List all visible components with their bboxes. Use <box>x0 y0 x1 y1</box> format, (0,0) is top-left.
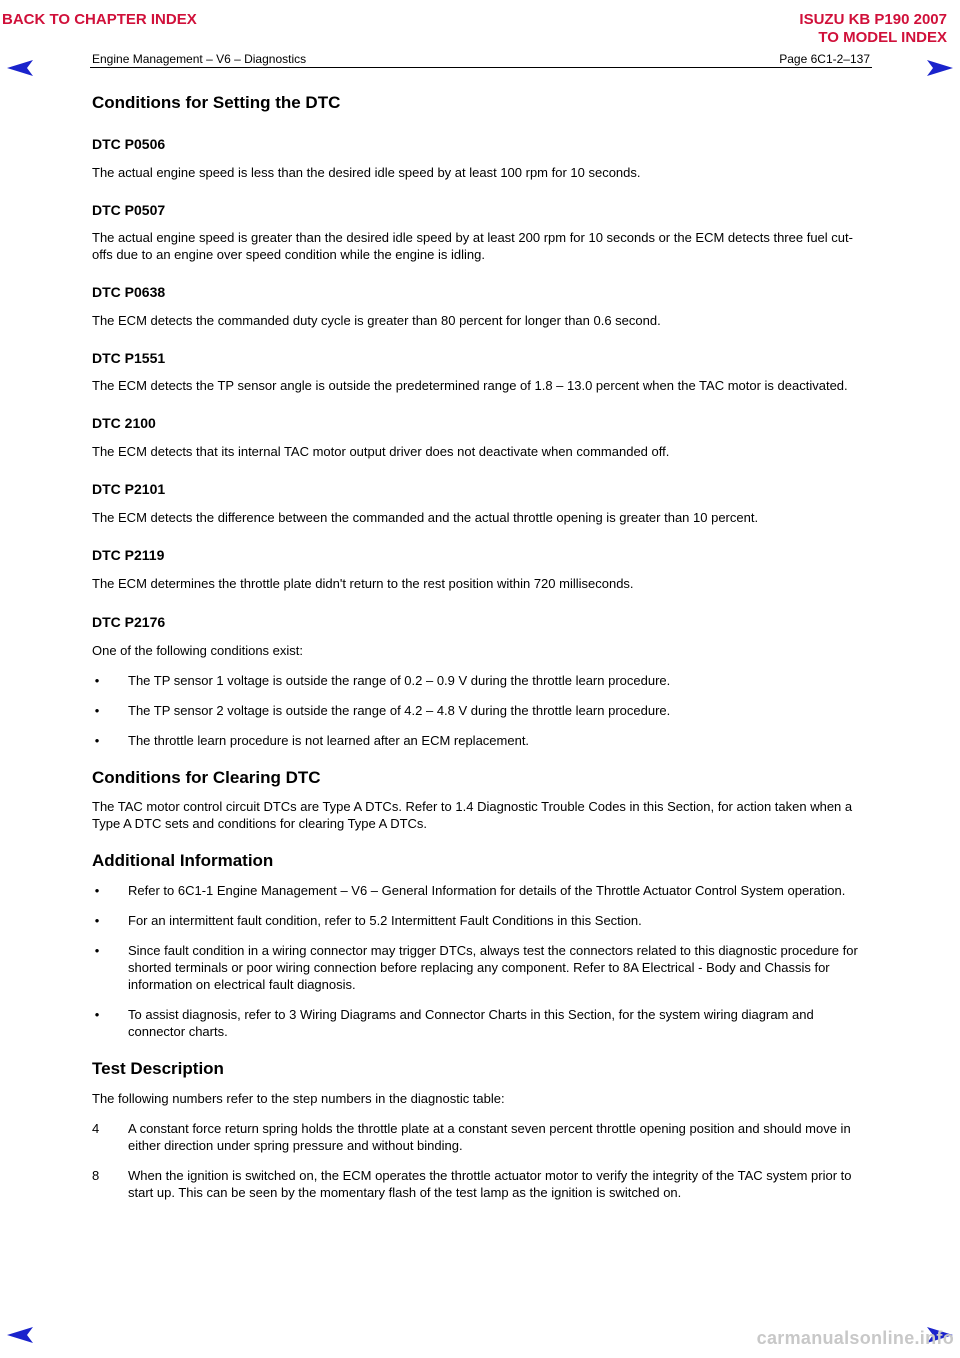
model-title-link[interactable]: ISUZU KB P190 2007 <box>799 11 947 28</box>
list-item-text: The TP sensor 2 voltage is outside the range of 4.2 – 4.8 V during the throttle learn procedure. <box>128 703 671 718</box>
back-to-chapter-index-link[interactable]: BACK TO CHAPTER INDEX <box>2 11 197 28</box>
list-item <box>92 882 872 899</box>
step-text: When the ignition is switched on, the ECM operates the throttle actuator motor to verify the integrity of the TAC system prior to start up. This can be seen by the momentary flash of the test lamp as the ignition is switched on. <box>128 1168 852 1200</box>
dtc-description: The actual engine speed is less than the desired idle speed by at least 100 rpm for 10 seconds. <box>92 165 641 180</box>
previous-page-arrow-icon[interactable] <box>5 57 35 79</box>
bullet-icon: • <box>94 1007 100 1022</box>
dtc-heading: DTC P0507 <box>92 202 166 218</box>
section-heading-setting: Conditions for Setting the DTC <box>92 93 341 112</box>
test-intro: The following numbers refer to the step numbers in the diagnostic table: <box>92 1091 505 1106</box>
bullet-icon: • <box>94 943 100 958</box>
list-item-text: Refer to 6C1-1 Engine Management – V6 – General Information for details of the Throttle Actuator Control System operation. <box>128 883 846 898</box>
dtc-description: One of the following conditions exist: <box>92 643 304 658</box>
list-item-text: To assist diagnosis, refer to 3 Wiring Diagrams and Connector Charts in this Section, for the system wiring diagram and connector charts. <box>128 1007 814 1039</box>
previous-page-arrow-icon[interactable] <box>5 1324 35 1346</box>
list-item-text: For an intermittent fault condition, refer to 5.2 Intermittent Fault Conditions in this Section. <box>128 913 642 928</box>
bullet-icon: • <box>94 673 100 688</box>
list-item-text: The TP sensor 1 voltage is outside the range of 0.2 – 0.9 V during the throttle learn procedure. <box>128 673 671 688</box>
list-item <box>92 702 872 719</box>
step-number: 4 <box>92 1121 100 1136</box>
dtc-heading: DTC P2176 <box>92 614 166 630</box>
list-item-text: The throttle learn procedure is not learned after an ECM replacement. <box>128 733 530 748</box>
list-item-text: Since fault condition in a wiring connector may trigger DTCs, always test the connectors related to this diagnostic procedure for shorted terminals or poor wiring connection before replacing any component. Refer to 8A Electrical - Body and Chassis for information on electrical fault diagnosis. <box>128 943 858 992</box>
watermark: carmanualsonline.info <box>756 1328 954 1348</box>
dtc-description: The ECM determines the throttle plate didn't return to the rest position within 720 milliseconds. <box>92 576 634 591</box>
section-heading-clearing: Conditions for Clearing DTC <box>92 768 321 787</box>
dtc-heading: DTC P1551 <box>92 350 166 366</box>
list-item <box>92 942 872 993</box>
bullet-icon: • <box>94 883 100 898</box>
dtc-description: The ECM detects that its internal TAC motor output driver does not deactivate when commanded off. <box>92 444 670 459</box>
dtc-description: The ECM detects the difference between the commanded and the actual throttle opening is greater than 10 percent. <box>92 510 759 525</box>
dtc-description: The actual engine speed is greater than the desired idle speed by at least 200 rpm for 10 seconds or the ECM detects three fuel cut-offs due to an engine over speed condition while the engine is idling. <box>92 230 853 262</box>
dtc-heading: DTC P0638 <box>92 284 166 300</box>
bullet-icon: • <box>94 733 100 748</box>
dtc-description: The ECM detects the TP sensor angle is outside the predetermined range of 1.8 – 13.0 percent when the TAC motor is deactivated. <box>92 378 848 393</box>
page-content <box>92 86 872 1201</box>
page-number: Page 6C1-2–137 <box>779 52 870 66</box>
dtc-heading: DTC P2119 <box>92 547 165 563</box>
dtc-heading: DTC P2101 <box>92 481 166 497</box>
next-page-arrow-icon[interactable] <box>925 57 955 79</box>
dtc-heading: DTC 2100 <box>92 415 156 431</box>
list-item <box>92 732 872 749</box>
list-item <box>92 672 872 689</box>
clearing-description: The TAC motor control circuit DTCs are Type A DTCs. Refer to 1.4 Diagnostic Trouble Codes in this Section, for action taken when a Type A DTC sets and conditions for clearing Type A DTCs. <box>92 799 853 831</box>
bullet-icon: • <box>94 703 100 718</box>
section-heading-test: Test Description <box>92 1059 224 1078</box>
running-header-title: Engine Management – V6 – Diagnostics <box>92 52 307 66</box>
section-heading-additional: Additional Information <box>92 851 274 870</box>
dtc-description: The ECM detects the commanded duty cycle is greater than 80 percent for longer than 0.6 second. <box>92 313 661 328</box>
list-item <box>92 1006 872 1040</box>
dtc-heading: DTC P0506 <box>92 136 166 152</box>
test-step <box>92 1167 872 1201</box>
header-rule <box>90 67 872 68</box>
step-text: A constant force return spring holds the throttle plate at a constant seven percent throttle opening position and should move in either direction under spring pressure and without binding. <box>128 1121 851 1153</box>
step-number: 8 <box>92 1168 100 1183</box>
model-index-link[interactable]: TO MODEL INDEX <box>818 29 947 46</box>
list-item <box>92 912 872 929</box>
bullet-icon: • <box>94 913 100 928</box>
test-step <box>92 1120 872 1154</box>
